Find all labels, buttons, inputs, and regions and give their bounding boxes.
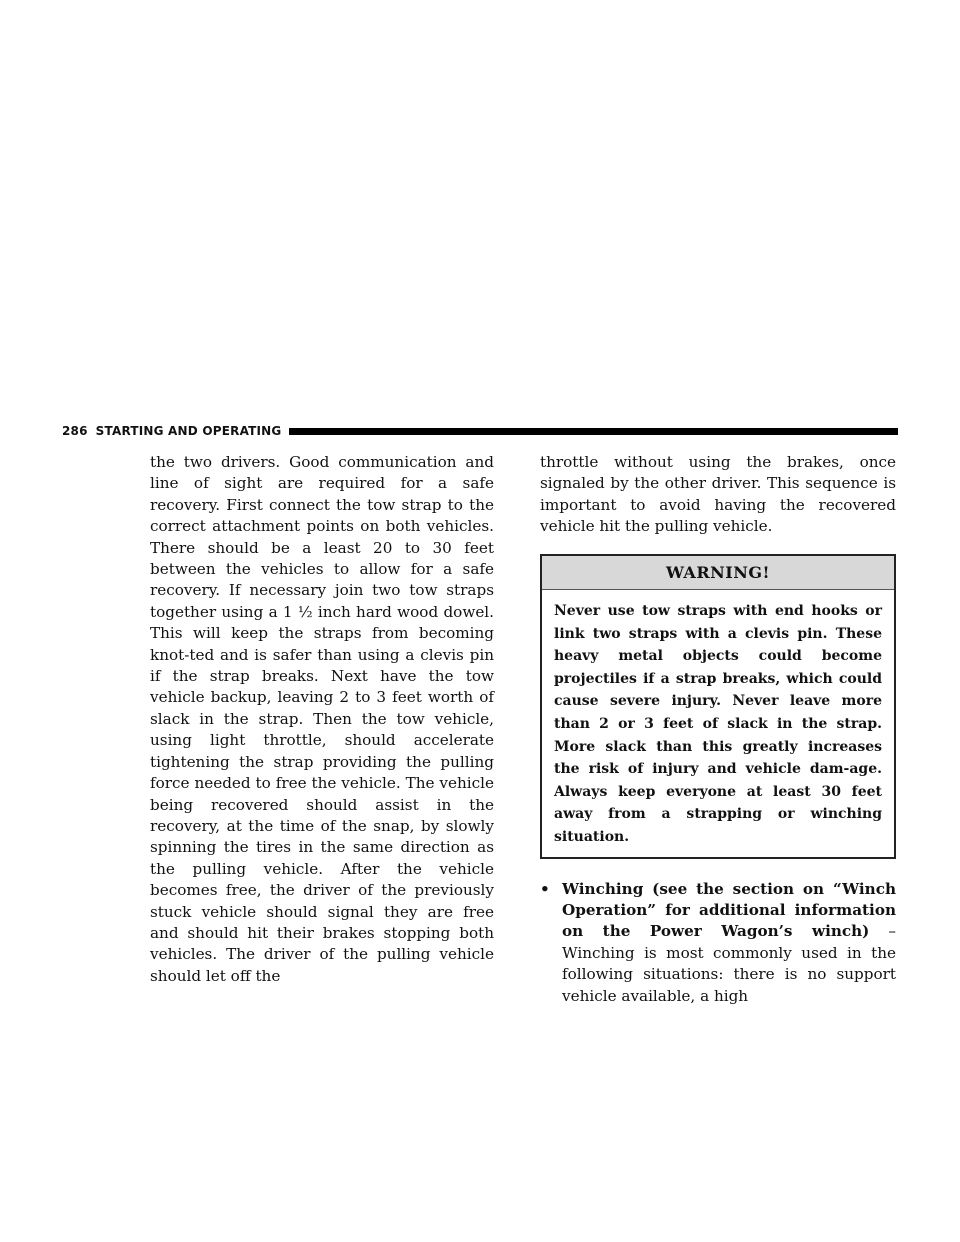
header-rule xyxy=(289,428,898,435)
warning-box xyxy=(540,554,896,859)
winching-bullet xyxy=(540,879,896,1007)
section-title: STARTING AND OPERATING xyxy=(95,424,282,438)
bullet-text: – Winching is most commonly used in the following situations: there is no support vehicle available, a high xyxy=(562,922,896,1005)
throttle-paragraph: throttle without using the brakes, once signaled by the other driver. This sequence is important to avoid having the recovered vehicle hit the pulling vehicle. xyxy=(540,453,896,536)
left-column xyxy=(150,452,494,987)
page-header xyxy=(62,423,898,439)
page-number: 286 xyxy=(62,424,88,438)
bullet-marker: • xyxy=(540,879,550,898)
warning-title: WARNING! xyxy=(542,556,894,590)
right-column xyxy=(540,452,896,1007)
recovery-paragraph: the two drivers. Good communication and line of sight are required for a safe recovery. First connect the tow strap to the correct attachment points on both vehicles. There should be a least 20 to 30 feet between the vehicles to allow for a safe recovery. If necessary join two tow straps together using a 1 ½ inch hard wood dowel. This will keep the straps from becoming knot-ted and is safer than using a clevis pin if the strap breaks. Next have the tow vehicle backup, leaving 2 to 3 feet worth of slack in the strap. Then the tow vehicle, using light throttle, should accelerate tightening the strap providing the pulling force needed to free the vehicle. The vehicle being recovered should assist in the recovery, at the time of the snap, by slowly spinning the tires in the same direction as the pulling vehicle. After the vehicle becomes free, the driver of the previously stuck vehicle should signal they are free and should hit their brakes stopping both vehicles. The driver of the pulling vehicle should let off the xyxy=(150,453,494,985)
bullet-heading: Winching (see the section on “Winch Operation” for additional information on the Power Wagon’s winch) xyxy=(562,879,896,941)
warning-text: Never use tow straps with end hooks or link two straps with a clevis pin. These heavy metal objects could become projectiles if a strap breaks, which could cause severe injury. Never leave more than 2 or 3 feet of slack in the strap. More slack than this greatly increases the risk of injury and vehicle dam-age. Always keep everyone at least 30 feet away from a strapping or winching situation. xyxy=(554,603,882,845)
